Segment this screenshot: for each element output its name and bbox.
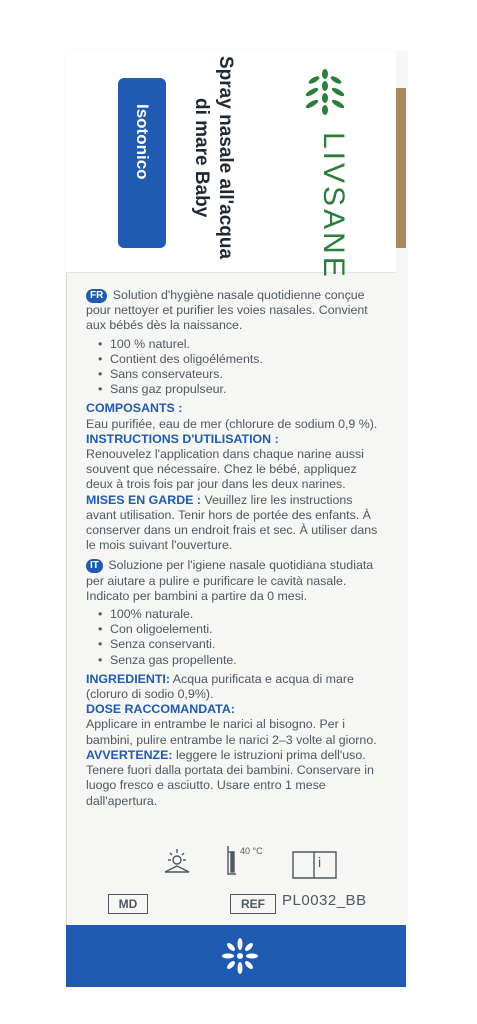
fr-mises-en-garde: MISES EN GARDE : Veuillez lire les instructions avant utilisation. Tenir hors de portée des enfants. À conserver dans un endroit frais et sec. À utiliser dans le mois suivant l'ouverture. (86, 492, 378, 553)
it-avvertenze: AVVERTENZE: leggere le istruzioni prima dell'uso. Tenere fuori dalla portata dei bambini. Conservare in luogo fresco e asciutto. Usare entro 1 mese dall'apertura. (86, 747, 374, 808)
it-intro: IT Soluzione per l'igiene nasale quotidiana studiata per aiutare a pulire e purificare le cavità nasale. Indicato per bambini a partire da 0 mesi. (86, 558, 374, 603)
it-ingredienti: INGREDIENTI: Acqua purificata e acqua di mare (cloruro di sodio 0,9%). (86, 671, 354, 702)
consult-instructions-icon (290, 846, 340, 882)
flower-emblem-icon (220, 936, 260, 976)
keep-away-from-sunlight-icon (160, 846, 194, 880)
it-language-badge: IT (86, 559, 103, 573)
fr-bullet-list (86, 337, 386, 398)
medical-device-badge: MD (108, 894, 148, 914)
list-item: • Sans conservateurs. (100, 367, 386, 382)
product-title-line2: di mare Baby (191, 98, 212, 218)
it-dose-heading: DOSE RACCOMANDATA: (86, 702, 235, 717)
regulatory-symbols (84, 844, 384, 922)
list-item: • 100 % naturel. (100, 337, 386, 352)
fr-instructions-heading: INSTRUCTIONS D'UTILISATION : (86, 431, 279, 446)
list-item: • Sans gaz propulseur. (100, 382, 386, 397)
fr-composants-heading: COMPOSANTS : (86, 401, 183, 416)
temperature-label: 40 °C (240, 846, 263, 856)
fr-intro: FR Solution d'hygiène nasale quotidienne conçue pour nettoyer et purifier les voies nasales. Convient aux bébés dès la naissance. (86, 288, 368, 333)
list-item: • Contient des oligoéléments. (100, 352, 386, 367)
list-item: • 100% naturale. (100, 607, 386, 622)
it-dose-text: Applicare in entrambe le narici al bisogno. Per i bambini, pulire entrambe le narici 2–3 volte al giorno. (86, 717, 377, 747)
fr-language-badge: FR (86, 289, 107, 303)
brand-name: LIVSANE (317, 132, 350, 280)
fr-instructions-text: Renouvelez l'application dans chaque narine aussi souvent que nécessaire. Chez le bébé, appliquez deux à trois fois par jour dans les deux narines. (86, 447, 364, 492)
ref-badge: REF (230, 894, 276, 914)
brand-leaf-logo-icon (300, 68, 350, 122)
fr-composants-text: Eau purifiée, eau de mer (chlorure de sodium 0,9 %). (86, 416, 378, 431)
ref-code: PL0032_BB (282, 892, 367, 909)
info-label: i (318, 854, 322, 870)
isotonic-badge-label: Isotonico (133, 104, 152, 180)
it-bullet-list (86, 607, 386, 668)
product-title-line1: Spray nasale all'acqua (215, 56, 236, 260)
list-item: • Con oligoelementi. (100, 622, 386, 637)
list-item: • Senza conservanti. (100, 637, 386, 652)
label-text (86, 288, 386, 809)
list-item: • Senza gas propellente. (100, 653, 386, 668)
